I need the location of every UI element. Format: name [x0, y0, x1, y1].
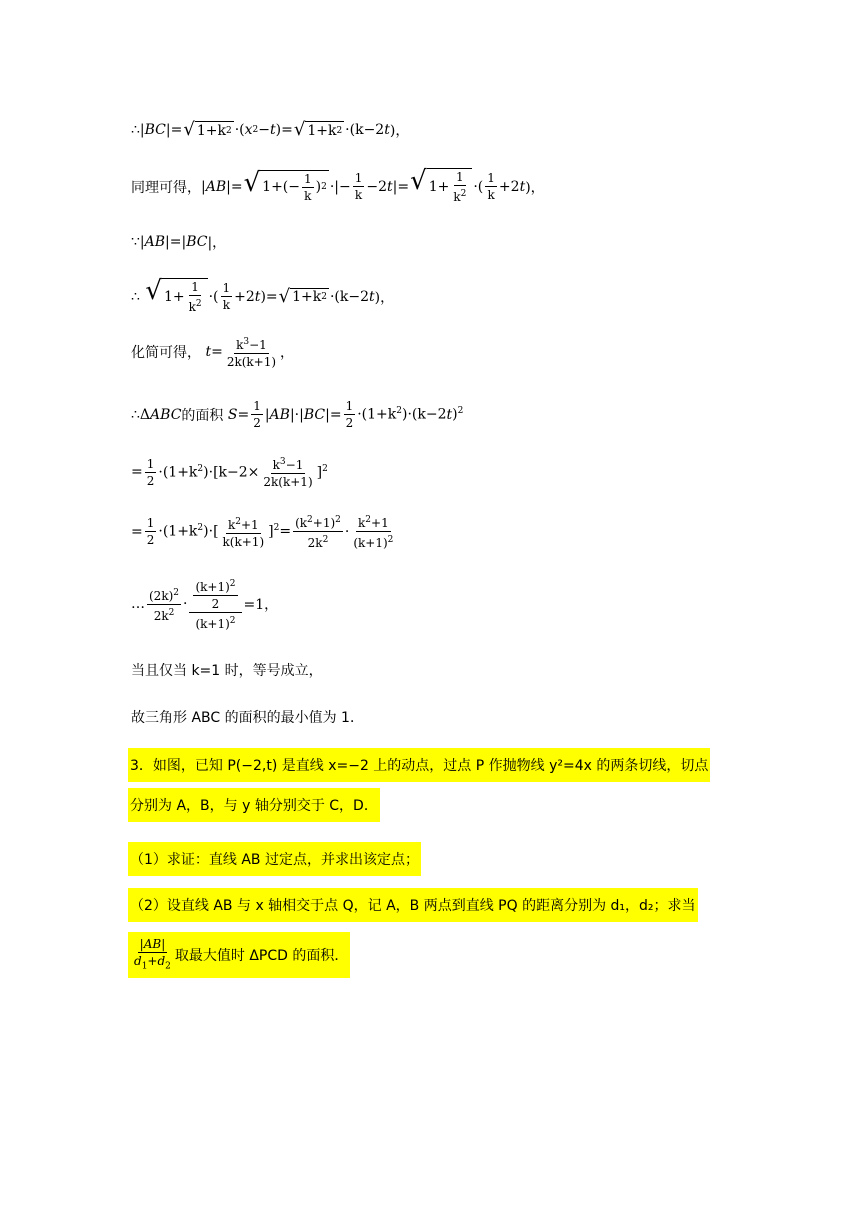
solution-line-equality: 当且仅当 k=1 时，等号成立， [131, 663, 323, 679]
line5-prefix: 化简可得， [131, 345, 201, 361]
problem3-part2-line2: $\frac{|AB|}{d_1+d_2}$ 取最大值时 ΔPCD 的面积． [128, 932, 350, 978]
problem3-line2: 分别为 A，B，与 y 轴分别交于 C，D． [128, 788, 380, 822]
solution-line-equation: ∴ √ 1+ $\frac{1}{k^2}$ ·( $\frac{1}{k}$ +2 t )= √ 1+k 2 ·(k−2 t )， [131, 276, 395, 314]
solution-line-step3: … $\frac{(2k)^2}{2k^2}$ · $\frac{\frac{(k+1)^2}{2}}{(k+1)^2}$ =1， [131, 576, 278, 632]
solution-line-step1: = $\frac{1}{2}$ $\cdot(1+k^2)\cdot[k-2\times$ $\frac{k^3-1}{2k(k+1)}$ ]$^2$ [131, 454, 328, 490]
problem3-part2-suffix: 取最大值时 ΔPCD 的面积． [174, 948, 349, 964]
problem3-line1: 3．如图，已知 P(−2,t) 是直线 x=−2 上的动点，过点 P 作抛物线 y²=4x 的两条切线，切点 [128, 748, 710, 782]
solution-line-t: 化简可得， t = $\frac{k^3-1}{2k(k+1)}$ ， [131, 334, 294, 370]
problem3-part1: （1）求证：直线 AB 过定点，并求出该定点； [128, 842, 421, 876]
line2-prefix: 同理可得， [131, 179, 201, 196]
solution-line-area: ∴Δ ABC 的面积 S = $\frac{1}{2}$ | AB |·| BC |= $\frac{1}{2}$ $\cdot(1+k^2)\cdot(k-2$ t )$^2$ [131, 399, 464, 430]
solution-line-equal: ∵| AB |=| BC |， [131, 234, 227, 251]
solution-line-step2: = $\frac{1}{2}$ $\cdot(1+k^2)\cdot$[ $\frac{k^2+1}{k(k+1)}$ ]$^2$= $\frac{(k^2+1)^2}{2k^2}$ · $\frac{k^2+1}{(k+1)^2}$ [131, 512, 397, 551]
solution-line-bc: ∴| BC |= √ 1+k 2 ·( x 2 − t )= √ 1+k 2 ·(k−2 t )， [131, 119, 410, 140]
solution-line-conclusion: 故三角形 ABC 的面积的最小值为 1． [131, 710, 364, 726]
problem3-part2-line1: （2）设直线 AB 与 x 轴相交于点 Q，记 A，B 两点到直线 PQ 的距离分别为 d₁，d₂；求当 [128, 888, 698, 922]
solution-line-ab: 同理可得， | AB |= √ 1+(− $\frac{1}{k}$ ) 2 ·|− $\frac{1}{k}$ −2 t |= √ 1+ $\frac{1}{k^2}$ ·( $\frac{1}{k}$ +2 t )， [131, 166, 545, 204]
